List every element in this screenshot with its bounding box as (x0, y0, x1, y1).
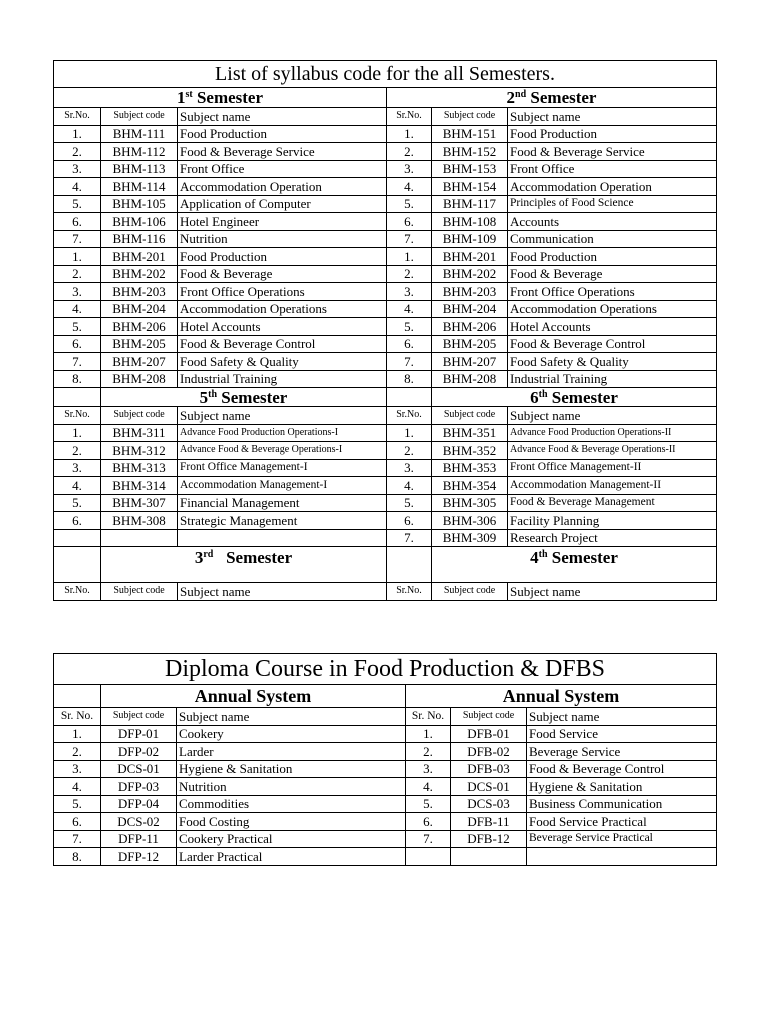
srno-cell: 2. (406, 743, 451, 761)
subject-name-cell: Food Service (527, 725, 717, 743)
subject-name-cell: Application of Computer (178, 195, 387, 213)
subject-code-cell: BHM-109 (432, 230, 508, 248)
column-header-row (54, 407, 717, 425)
subject-code-header: Subject code (451, 708, 527, 726)
subject-name-cell: Nutrition (178, 230, 387, 248)
subject-code-cell: DCS-03 (451, 795, 527, 813)
subject-name-cell: Food & Beverage Control (527, 760, 717, 778)
subject-name-cell: Larder Practical (177, 848, 406, 866)
table-row (54, 370, 717, 388)
subject-name-cell: Advance Food Production Operations-II (508, 424, 717, 442)
subject-code-cell: BHM-201 (432, 248, 508, 266)
column-header-row (54, 108, 717, 126)
semester-2-heading: 2nd Semester (387, 88, 717, 108)
subject-name-cell: Beverage Service Practical (527, 830, 717, 848)
subject-code-cell: BHM-314 (101, 477, 178, 495)
table-row (54, 442, 717, 460)
subject-name-cell: Financial Management (178, 494, 387, 512)
srno-cell: 6. (406, 813, 451, 831)
blank-cell (387, 547, 432, 583)
blank-cell (387, 388, 432, 407)
document-title: List of syllabus code for the all Semesters. (54, 61, 717, 88)
srno-cell: 1. (54, 125, 101, 143)
srno-cell: 5. (54, 795, 101, 813)
subject-code-cell: BHM-305 (432, 494, 508, 512)
subject-code-cell: BHM-203 (432, 283, 508, 301)
subject-name-cell: Nutrition (177, 778, 406, 796)
srno-cell (406, 848, 451, 866)
blank-cell (54, 547, 101, 583)
subject-code-cell: BHM-311 (101, 424, 178, 442)
srno-cell: 5. (54, 318, 101, 336)
subject-name-cell: Food Production (508, 248, 717, 266)
subject-code-cell: BHM-205 (432, 335, 508, 353)
subject-code-header: Subject code (101, 708, 177, 726)
srno-cell: 8. (54, 848, 101, 866)
subject-code-cell: BHM-111 (101, 125, 178, 143)
subject-code-cell: DFP-03 (101, 778, 177, 796)
table-row (54, 512, 717, 530)
table-row (54, 300, 717, 318)
table-row (54, 143, 717, 161)
subject-name-cell: Business Communication (527, 795, 717, 813)
srno-cell: 4. (54, 477, 101, 495)
subject-name-cell: Accommodation Operation (178, 178, 387, 196)
table-row (54, 195, 717, 213)
subject-name-cell: Research Project (508, 529, 717, 547)
subject-name-cell: Food Production (178, 125, 387, 143)
subject-name-cell: Front Office (178, 160, 387, 178)
srno-cell: 2. (387, 143, 432, 161)
subject-code-cell: BHM-354 (432, 477, 508, 495)
subject-code-cell: BHM-208 (432, 370, 508, 388)
table-row (54, 230, 717, 248)
subject-code-cell: BHM-313 (101, 459, 178, 477)
table-row (54, 265, 717, 283)
srno-cell: 7. (387, 230, 432, 248)
subject-code-cell: DFP-12 (101, 848, 177, 866)
diploma-title: Diploma Course in Food Production & DFBS (54, 654, 717, 685)
srno-cell: 7. (387, 353, 432, 371)
srno-cell: 3. (54, 283, 101, 301)
srno-cell: 3. (387, 459, 432, 477)
subject-name-cell: Food & Beverage Service (508, 143, 717, 161)
srno-cell: 8. (387, 370, 432, 388)
subject-name-cell: Food & Beverage Control (508, 335, 717, 353)
annual-system-right-heading: Annual System (406, 685, 717, 708)
subject-code-cell: BHM-114 (101, 178, 178, 196)
subject-code-header: Subject code (432, 108, 508, 126)
subject-name-header: Subject name (508, 583, 717, 601)
subject-code-cell: BHM-309 (432, 529, 508, 547)
subject-name-cell: Accommodation Operations (508, 300, 717, 318)
subject-code-cell: DFP-01 (101, 725, 177, 743)
srno-cell: 4. (54, 300, 101, 318)
srno-cell: 4. (387, 300, 432, 318)
srno-cell: 5. (406, 795, 451, 813)
subject-code-cell: BHM-351 (432, 424, 508, 442)
subject-code-cell: BHM-113 (101, 160, 178, 178)
subject-name-cell: Accommodation Management-I (178, 477, 387, 495)
subject-code-header: Subject code (432, 407, 508, 425)
subject-code-cell: BHM-306 (432, 512, 508, 530)
subject-name-cell: Hotel Accounts (178, 318, 387, 336)
srno-header: Sr.No. (387, 108, 432, 126)
subject-code-cell: BHM-152 (432, 143, 508, 161)
subject-name-cell (178, 529, 387, 547)
subject-code-cell: BHM-204 (101, 300, 178, 318)
subject-code-cell: BHM-202 (432, 265, 508, 283)
srno-cell: 6. (387, 512, 432, 530)
srno-cell: 7. (387, 529, 432, 547)
srno-cell: 4. (406, 778, 451, 796)
srno-cell: 4. (387, 477, 432, 495)
subject-name-cell: Industrial Training (508, 370, 717, 388)
diploma-table (53, 653, 717, 866)
subject-code-cell: BHM-106 (101, 213, 178, 231)
srno-cell: 2. (54, 743, 101, 761)
subject-code-cell: DCS-02 (101, 813, 177, 831)
srno-cell: 2. (387, 265, 432, 283)
subject-name-cell: Food Production (508, 125, 717, 143)
semester-1-heading: 1st Semester (54, 88, 387, 108)
srno-cell: 1. (54, 725, 101, 743)
srno-cell: 3. (406, 760, 451, 778)
table-row (54, 283, 717, 301)
subject-name-header: Subject name (508, 407, 717, 425)
srno-cell: 1. (387, 125, 432, 143)
subject-name-header: Subject name (177, 708, 406, 726)
subject-name-cell: Hygiene & Sanitation (527, 778, 717, 796)
table-row (54, 795, 717, 813)
srno-cell: 3. (387, 160, 432, 178)
srno-header: Sr.No. (54, 108, 101, 126)
srno-cell: 1. (54, 424, 101, 442)
srno-cell: 2. (387, 442, 432, 460)
srno-cell: 7. (54, 830, 101, 848)
subject-code-cell: BHM-353 (432, 459, 508, 477)
srno-cell: 6. (54, 813, 101, 831)
subject-name-cell: Larder (177, 743, 406, 761)
subject-name-cell: Front Office Management-II (508, 459, 717, 477)
table-row (54, 160, 717, 178)
srno-cell: 1. (406, 725, 451, 743)
subject-code-cell: BHM-202 (101, 265, 178, 283)
subject-code-cell: DFB-12 (451, 830, 527, 848)
subject-name-cell: Front Office (508, 160, 717, 178)
subject-code-cell: BHM-154 (432, 178, 508, 196)
subject-name-cell: Advance Food & Beverage Operations-I (178, 442, 387, 460)
subject-code-header: Subject code (101, 583, 178, 601)
subject-code-header: Subject code (101, 407, 178, 425)
subject-code-cell: BHM-203 (101, 283, 178, 301)
subject-name-cell: Advance Food Production Operations-I (178, 424, 387, 442)
srno-cell (54, 529, 101, 547)
subject-name-cell: Advance Food & Beverage Operations-II (508, 442, 717, 460)
table-row (54, 725, 717, 743)
srno-cell: 3. (54, 160, 101, 178)
subject-code-cell: BHM-205 (101, 335, 178, 353)
subject-code-cell: DCS-01 (451, 778, 527, 796)
subject-code-cell: BHM-201 (101, 248, 178, 266)
table-row (54, 813, 717, 831)
srno-cell: 1. (387, 248, 432, 266)
srno-cell: 7. (406, 830, 451, 848)
subject-code-cell: BHM-208 (101, 370, 178, 388)
subject-name-cell: Front Office Operations (508, 283, 717, 301)
table-row (54, 424, 717, 442)
table-row (54, 529, 717, 547)
subject-name-header: Subject name (178, 407, 387, 425)
srno-cell: 6. (387, 335, 432, 353)
subject-name-cell: Beverage Service (527, 743, 717, 761)
subject-name-cell: Principles of Food Science (508, 195, 717, 213)
subject-code-cell: BHM-352 (432, 442, 508, 460)
subject-name-cell: Hygiene & Sanitation (177, 760, 406, 778)
srno-header: Sr.No. (54, 407, 101, 425)
subject-name-cell: Accounts (508, 213, 717, 231)
subject-code-header: Subject code (432, 583, 508, 601)
subject-name-cell: Hotel Engineer (178, 213, 387, 231)
srno-header: Sr.No. (387, 407, 432, 425)
subject-code-cell: BHM-206 (432, 318, 508, 336)
semester-3-heading: 3rd Semester (101, 547, 387, 583)
annual-system-left-heading: Annual System (101, 685, 406, 708)
subject-code-cell: BHM-207 (101, 353, 178, 371)
subject-code-cell: BHM-207 (432, 353, 508, 371)
subject-code-cell: BHM-105 (101, 195, 178, 213)
subject-name-cell: Facility Planning (508, 512, 717, 530)
srno-header: Sr. No. (406, 708, 451, 726)
subject-code-cell: DFP-04 (101, 795, 177, 813)
subject-name-header: Subject name (178, 583, 387, 601)
srno-cell: 5. (387, 494, 432, 512)
subject-name-cell: Cookery (177, 725, 406, 743)
subject-name-cell: Front Office Management-I (178, 459, 387, 477)
subject-name-cell: Communication (508, 230, 717, 248)
blank-cell (54, 388, 101, 407)
subject-code-header: Subject code (101, 108, 178, 126)
subject-name-cell: Accommodation Management-II (508, 477, 717, 495)
subject-code-cell (101, 529, 178, 547)
subject-code-cell: DFB-11 (451, 813, 527, 831)
subject-code-cell: BHM-117 (432, 195, 508, 213)
srno-cell: 3. (54, 459, 101, 477)
semester-6-heading: 6th Semester (432, 388, 717, 407)
srno-cell: 6. (387, 213, 432, 231)
subject-code-cell: BHM-204 (432, 300, 508, 318)
table-row (54, 248, 717, 266)
subject-code-cell: DFB-01 (451, 725, 527, 743)
subject-name-cell: Hotel Accounts (508, 318, 717, 336)
srno-cell: 4. (54, 778, 101, 796)
table-row (54, 760, 717, 778)
srno-cell: 1. (54, 248, 101, 266)
srno-cell: 1. (387, 424, 432, 442)
srno-cell: 6. (54, 512, 101, 530)
subject-name-header: Subject name (508, 108, 717, 126)
srno-cell: 4. (387, 178, 432, 196)
semester-4-heading: 4th Semester (432, 547, 717, 583)
table-row (54, 743, 717, 761)
diploma-column-header-row (54, 708, 717, 726)
subject-code-cell: BHM-308 (101, 512, 178, 530)
table-row (54, 125, 717, 143)
srno-cell: 8. (54, 370, 101, 388)
subject-name-cell: Commodities (177, 795, 406, 813)
subject-name-cell: Food Service Practical (527, 813, 717, 831)
subject-name-cell: Food Safety & Quality (178, 353, 387, 371)
subject-code-cell: BHM-153 (432, 160, 508, 178)
table-row (54, 318, 717, 336)
srno-header: Sr.No. (54, 583, 101, 601)
srno-cell: 2. (54, 442, 101, 460)
subject-code-cell (451, 848, 527, 866)
subject-code-cell: DFP-11 (101, 830, 177, 848)
subject-name-cell: Food & Beverage Service (178, 143, 387, 161)
table-row (54, 848, 717, 866)
table-row (54, 335, 717, 353)
subject-name-cell: Front Office Operations (178, 283, 387, 301)
subject-name-cell: Food Production (178, 248, 387, 266)
subject-code-cell: BHM-312 (101, 442, 178, 460)
srno-cell: 5. (387, 318, 432, 336)
blank-cell (54, 685, 101, 708)
srno-cell: 7. (54, 353, 101, 371)
table-row (54, 477, 717, 495)
subject-name-cell: Food & Beverage Control (178, 335, 387, 353)
srno-cell: 5. (54, 494, 101, 512)
table-row (54, 353, 717, 371)
subject-code-cell: BHM-151 (432, 125, 508, 143)
subject-code-cell: DFP-02 (101, 743, 177, 761)
subject-code-cell: BHM-206 (101, 318, 178, 336)
subject-name-cell (527, 848, 717, 866)
semester-5-heading: 5th Semester (101, 388, 387, 407)
subject-name-cell: Cookery Practical (177, 830, 406, 848)
semester-syllabus-table (53, 60, 717, 601)
srno-cell: 7. (54, 230, 101, 248)
subject-name-cell: Food Safety & Quality (508, 353, 717, 371)
subject-code-cell: DCS-01 (101, 760, 177, 778)
subject-code-cell: DFB-03 (451, 760, 527, 778)
subject-name-cell: Accommodation Operations (178, 300, 387, 318)
srno-cell: 3. (54, 760, 101, 778)
subject-code-cell: BHM-112 (101, 143, 178, 161)
subject-code-cell: BHM-116 (101, 230, 178, 248)
column-header-row (54, 583, 717, 601)
srno-cell: 6. (54, 213, 101, 231)
subject-name-cell: Industrial Training (178, 370, 387, 388)
table-row (54, 213, 717, 231)
table-row (54, 830, 717, 848)
subject-name-cell: Strategic Management (178, 512, 387, 530)
srno-cell: 5. (387, 195, 432, 213)
srno-cell: 2. (54, 143, 101, 161)
table-row (54, 778, 717, 796)
srno-cell: 3. (387, 283, 432, 301)
subject-name-cell: Food & Beverage Management (508, 494, 717, 512)
subject-name-header: Subject name (178, 108, 387, 126)
srno-cell: 5. (54, 195, 101, 213)
subject-name-cell: Food & Beverage (178, 265, 387, 283)
srno-cell: 4. (54, 178, 101, 196)
srno-header: Sr.No. (387, 583, 432, 601)
table-row (54, 178, 717, 196)
subject-name-cell: Food & Beverage (508, 265, 717, 283)
table-row (54, 494, 717, 512)
subject-code-cell: DFB-02 (451, 743, 527, 761)
subject-name-header: Subject name (527, 708, 717, 726)
srno-cell: 6. (54, 335, 101, 353)
srno-header: Sr. No. (54, 708, 101, 726)
subject-name-cell: Food Costing (177, 813, 406, 831)
subject-code-cell: BHM-108 (432, 213, 508, 231)
srno-cell: 2. (54, 265, 101, 283)
subject-code-cell: BHM-307 (101, 494, 178, 512)
subject-name-cell: Accommodation Operation (508, 178, 717, 196)
table-row (54, 459, 717, 477)
